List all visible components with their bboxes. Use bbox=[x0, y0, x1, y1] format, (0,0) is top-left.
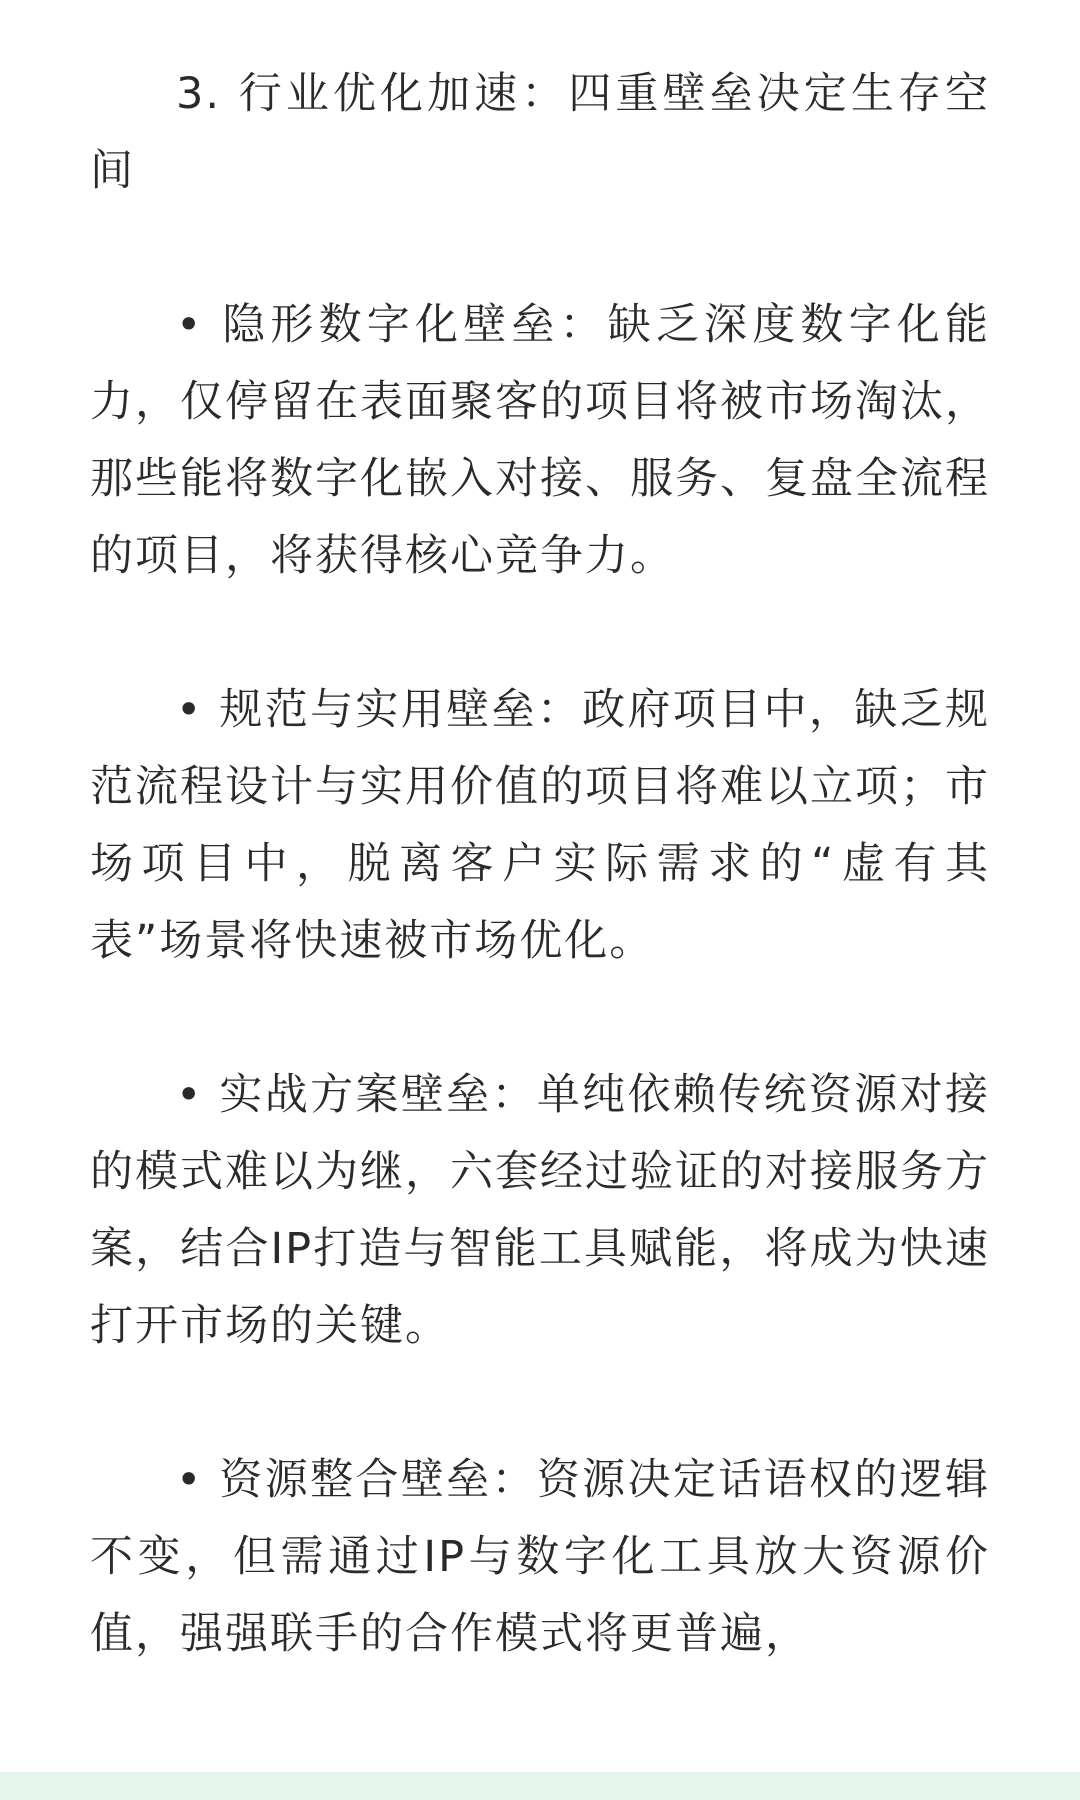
paragraph-standard-practical-barrier: • 规范与实用壁垒：政府项目中，缺乏规范流程设计与实用价值的项目将难以立项；市场项目中，脱离客户实际需求的“虚有其表”场景将快速被市场优化。 bbox=[90, 685, 990, 966]
paragraph-practical-solution-barrier: • 实战方案壁垒：单纯依赖传统资源对接的模式难以为继，六套经过验证的对接服务方案，结合IP打造与智能工具赋能，将成为快速打开市场的关键。 bbox=[90, 1070, 990, 1351]
section-heading: 3. 行业优化加速：四重壁垒决定生存空间 bbox=[90, 69, 990, 196]
paragraph-digital-barrier: • 隐形数字化壁垒：缺乏深度数字化能力，仅停留在表面聚客的项目将被市场淘汰，那些能将数字化嵌入对接、服务、复盘全流程的项目，将获得核心竞争力。 bbox=[90, 300, 990, 581]
bottom-decorative-band bbox=[0, 1772, 1080, 1800]
paragraph-resource-integration-barrier: • 资源整合壁垒：资源决定话语权的逻辑不变，但需通过IP与数字化工具放大资源价值，强强联手的合作模式将更普遍， bbox=[90, 1455, 990, 1659]
article-body bbox=[90, 56, 990, 1673]
